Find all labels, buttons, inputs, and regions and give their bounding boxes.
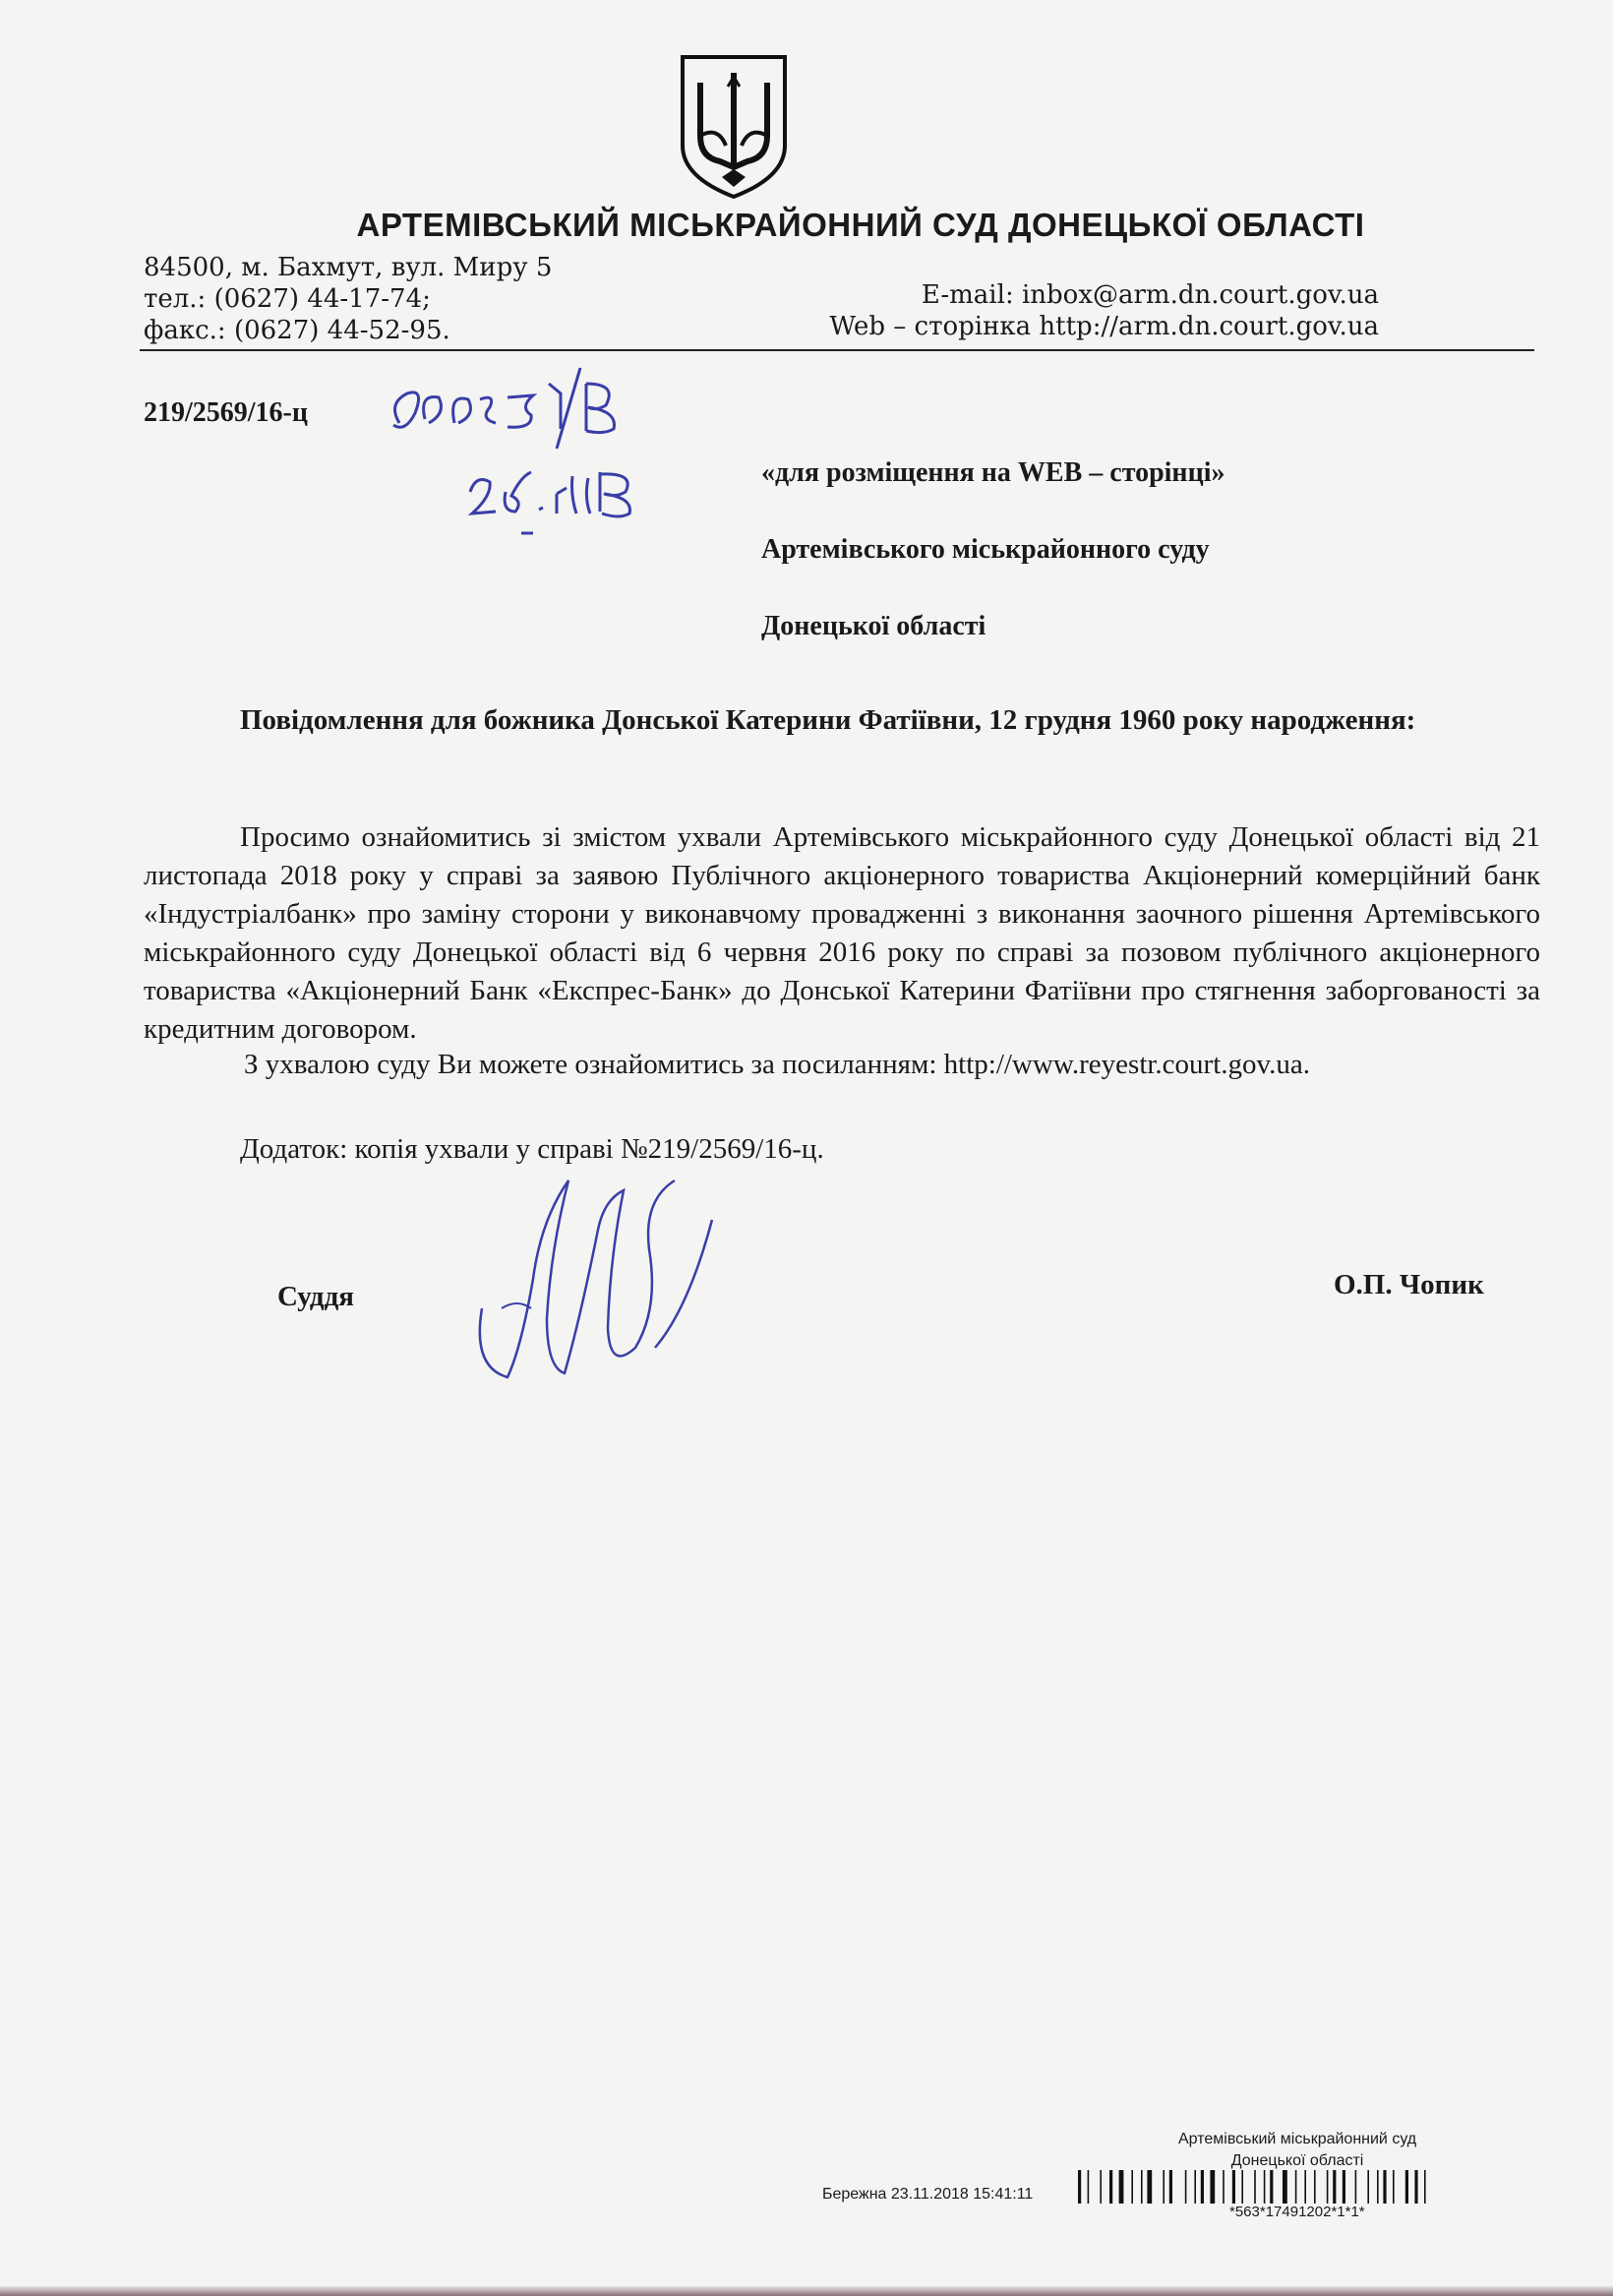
handwritten-registration-number	[386, 354, 651, 457]
notice-subject: Повідомлення для божника Донської Катерини Фатіївни, 12 грудня 1960 року народження:	[240, 704, 1416, 736]
judge-name: О.П. Чопик	[1334, 1269, 1484, 1300]
trident-emblem-icon	[677, 51, 791, 201]
registry-link-line: З ухвалою суду Ви можете ознайомитись за посиланням: http://www.reyestr.court.gov.ua.	[244, 1049, 1311, 1080]
registry-stamp-operator: Бережна 23.11.2018 15:41:11	[822, 2186, 1034, 2203]
addressee-line-3: Донецької області	[761, 611, 986, 641]
addressee-block	[761, 435, 1225, 665]
case-number: 219/2569/16-ц	[144, 397, 309, 428]
stamp-court-line-2: Донецької області	[1230, 2152, 1364, 2169]
court-title: АРТЕМІВСЬКИЙ МІСЬКРАЙОННИЙ СУД ДОНЕЦЬКОЇ ОБЛАСТІ	[356, 207, 1365, 243]
contact-right-block	[829, 279, 1379, 342]
page-bottom-edge	[0, 2286, 1613, 2296]
contact-left-block	[144, 252, 552, 346]
barcode-code: *563*17491202*1*1*	[1229, 2204, 1365, 2220]
judge-role-label: Суддя	[277, 1281, 354, 1312]
registry-stamp-court	[1178, 2129, 1416, 2172]
court-fax: факс.: (0627) 44-52-95.	[144, 316, 450, 345]
notice-paragraph: Просимо ознайомитись зі змістом ухвали Артемівського міськрайонного суду Донецької області від 21 листопада 2018 року у справі за заявою Публічного акціонерного товариства Акціонерний комерційний банк «Індустріалбанк» про заміну сторони у виконавчому провадженні з виконання заочного рішення Артемівського міськрайонного суду Донецької області від 6 червня 2016 року по справі за позовом публічного акціонерного товариства «Акціонерний Банк «Експрес-Банк» до Донської Катерини Фатіївни про стягнення заборгованості за кредитним договором.	[144, 821, 1540, 1045]
header-divider	[140, 349, 1534, 351]
court-web: Web – сторінка http://arm.dn.court.gov.ua	[829, 312, 1379, 341]
addressee-line-1: «для розміщення на WEB – сторінці»	[761, 457, 1225, 488]
stamp-court-line-1: Артемівський міськрайонний суд	[1178, 2131, 1417, 2147]
handwritten-registration-date	[462, 453, 679, 546]
judge-signature	[462, 1161, 757, 1392]
addressee-line-2: Артемівського міськрайонного суду	[761, 534, 1210, 565]
attachment-line: Додаток: копія ухвали у справі №219/2569/16-ц.	[240, 1133, 824, 1165]
court-email: E-mail: inbox@arm.dn.court.gov.ua	[921, 280, 1379, 310]
court-phone: тел.: (0627) 44-17-74;	[144, 284, 431, 314]
court-address: 84500, м. Бахмут, вул. Миру 5	[144, 253, 553, 282]
